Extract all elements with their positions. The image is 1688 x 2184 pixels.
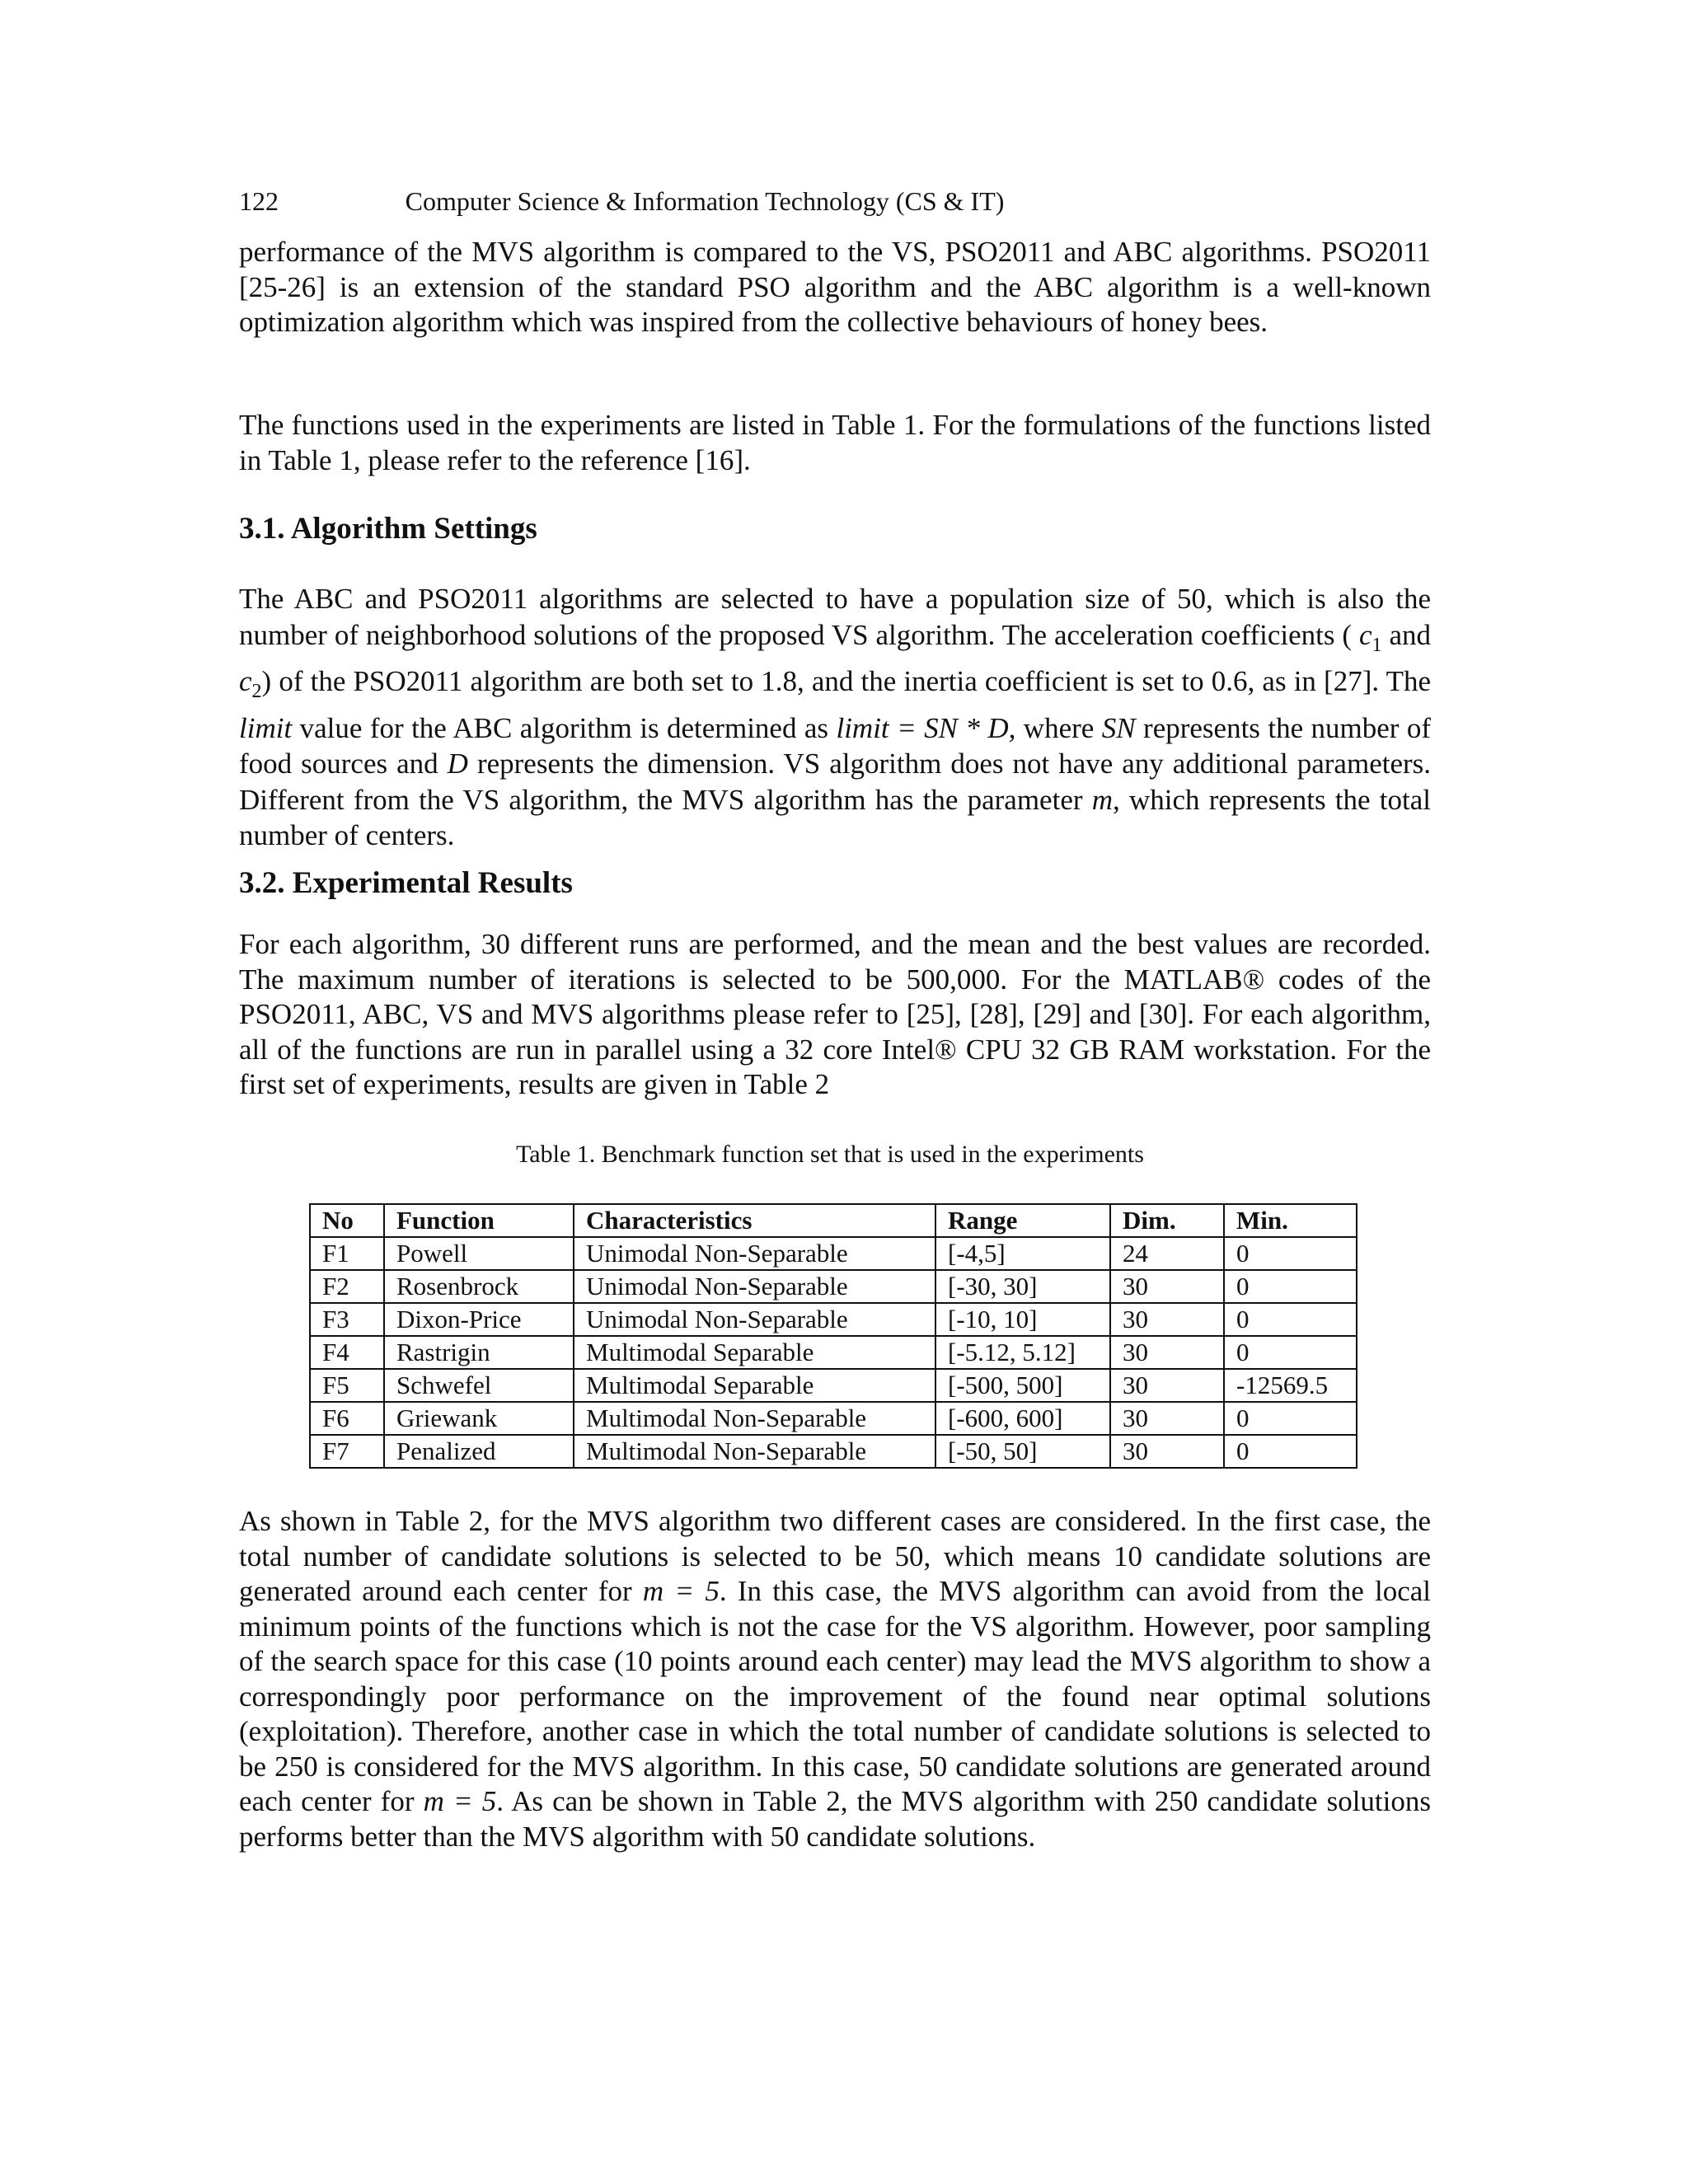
table-cell: Rastrigin — [384, 1336, 574, 1369]
settings-text-e: represents the number of food sources and — [239, 711, 1432, 780]
table-cell: Rosenbrock — [384, 1270, 574, 1303]
final-text-a: As shown in Table 2, for the MVS algorithm two different cases are considered. In the first case, the total number of candidate solutions is selected to be 50, which means 10 candidate solutions are generated around each center for — [239, 1505, 1431, 1607]
settings-text-b: ) of the PSO2011 algorithm are both set to 1.8, and the inertia coefficient is set to 0.6, as in [27]. The — [261, 665, 1431, 697]
equation-m-equals-5: m = 5 — [642, 1575, 720, 1607]
table-cell: Dixon-Price — [384, 1303, 574, 1336]
table-cell: [-30, 30] — [935, 1270, 1110, 1303]
table-cell: Unimodal Non-Separable — [574, 1237, 935, 1270]
intro-paragraph: performance of the MVS algorithm is compared to the VS, PSO2011 and ABC algorithms. PSO2011 [25-26] is an extension of the standard PSO algorithm and the ABC algorithm is a well-known optimization algorithm which was inspired from the collective behaviours of honey bees. — [239, 236, 1431, 338]
table-cell: 0 — [1224, 1237, 1357, 1270]
sn-symbol: SN — [1101, 711, 1136, 744]
settings-text-f: represents the dimension. VS algorithm does not have any additional parameters. Different from the VS algorithm, the MVS algorithm has the parameter — [239, 748, 1432, 816]
header-cell: Characteristics — [574, 1204, 935, 1237]
table-cell: Schwefel — [384, 1369, 574, 1402]
table-cell: Unimodal Non-Separable — [574, 1303, 935, 1336]
table-cell: Multimodal Non-Separable — [574, 1402, 935, 1435]
table-cell: Penalized — [384, 1435, 574, 1468]
equation-m-equals-5-second: m = 5 — [423, 1785, 497, 1817]
table-cell: F7 — [310, 1435, 384, 1468]
c2-symbol: $c_2$ — [239, 665, 262, 702]
table-cell: 30 — [1110, 1270, 1224, 1303]
settings-text-a: The ABC and PSO2011 algorithms are selected to have a population size of 50, which is also the number of neighborhood solutions of the proposed VS algorithm. The acceleration coefficients ( — [239, 583, 1431, 651]
header-cell: No — [310, 1204, 384, 1237]
table-cell: 0 — [1224, 1270, 1357, 1303]
table-cell: Unimodal Non-Separable — [574, 1270, 935, 1303]
experimental-results-paragraph: For each algorithm, 30 different runs are performed, and the mean and the best values are recorded. The maximum number of iterations is selected to be 500,000. For the MATLAB® codes of the PSO2011, ABC, VS and MVS algorithms please refer to [25], [28], [29] and [30]. For each algorithm, all of the functions are run in parallel using a 32 core Intel® CPU 32 GB RAM workstation. For the first set of experiments, results are given in Table 2 — [239, 928, 1431, 1100]
settings-text-g: , which represents the total number of centers. — [239, 783, 1431, 851]
settings-text-c: value for the ABC algorithm is determined as — [299, 711, 829, 744]
table-cell: 30 — [1110, 1336, 1224, 1369]
table-row — [310, 1336, 1357, 1369]
table-row — [310, 1270, 1357, 1303]
table-cell: F2 — [310, 1270, 384, 1303]
header-cell: Dim. — [1110, 1204, 1224, 1237]
table-cell: [-600, 600] — [935, 1402, 1110, 1435]
table-row — [310, 1369, 1357, 1402]
table-cell: 0 — [1224, 1435, 1357, 1468]
table-cell: [-10, 10] — [935, 1303, 1110, 1336]
table-cell: 24 — [1110, 1237, 1224, 1270]
final-text-c: . As can be shown in Table 2, the MVS algorithm with 250 candidate solutions performs better than the MVS algorithm with 50 candidate solutions. — [239, 1785, 1432, 1853]
table-row — [310, 1435, 1357, 1468]
table-cell: 30 — [1110, 1303, 1224, 1336]
table-cell: [-4,5] — [935, 1237, 1110, 1270]
limit-formula: limit = SN * D, — [836, 711, 1016, 744]
final-paragraph — [239, 1504, 1431, 1854]
table-row — [310, 1402, 1357, 1435]
table-header-row — [310, 1204, 1357, 1237]
header-cell: Function — [384, 1204, 574, 1237]
table-cell: 30 — [1110, 1402, 1224, 1435]
d-symbol: D — [447, 748, 468, 780]
table-cell: 0 — [1224, 1336, 1357, 1369]
settings-text-d: where — [1023, 711, 1095, 744]
table-caption: Table 1. Benchmark function set that is used in the experiments — [516, 1141, 1144, 1168]
section-heading-algorithm-settings: 3.1. Algorithm Settings — [239, 512, 537, 546]
table-row — [310, 1237, 1357, 1270]
table-cell: Multimodal Non-Separable — [574, 1435, 935, 1468]
table-row — [310, 1303, 1357, 1336]
table-cell: [-500, 500] — [935, 1369, 1110, 1402]
header-cell: Range — [935, 1204, 1110, 1237]
table-cell: Powell — [384, 1237, 574, 1270]
table-cell: 0 — [1224, 1402, 1357, 1435]
table-cell: F4 — [310, 1336, 384, 1369]
table-cell: Multimodal Separable — [574, 1336, 935, 1369]
table-cell: Griewank — [384, 1402, 574, 1435]
section-heading-experimental-results: 3.2. Experimental Results — [239, 866, 573, 900]
running-header: Computer Science & Information Technology (CS & IT) — [405, 186, 1005, 216]
table-cell: [-5.12, 5.12] — [935, 1336, 1110, 1369]
table-cell: -12569.5 — [1224, 1369, 1357, 1402]
final-text-b: . In this case, the MVS algorithm can avoid from the local minimum points of the functions which is not the case for the VS algorithm. However, poor sampling of the search space for this case (10 points around each center) may lead the MVS algorithm to show a correspondingly poor performance on the improvement of the found near optimal solutions (exploitation). Therefore, another case in which the total number of candidate solutions is selected to be 250 is considered for the MVS algorithm. In this case, 50 candidate solutions are generated around each center for — [239, 1575, 1432, 1817]
table-cell: F3 — [310, 1303, 384, 1336]
table-cell: F6 — [310, 1402, 384, 1435]
table-cell: Multimodal Separable — [574, 1369, 935, 1402]
settings-and: and — [1389, 618, 1432, 651]
m-symbol: m — [1091, 783, 1114, 816]
table-cell: F1 — [310, 1237, 384, 1270]
table-cell: 30 — [1110, 1435, 1224, 1468]
benchmark-table — [309, 1203, 1357, 1469]
functions-paragraph: The functions used in the experiments are listed in Table 1. For the formulations of the functions listed in Table 1, please refer to the reference [16]. — [239, 409, 1431, 476]
page-number: 122 — [239, 186, 279, 216]
algorithm-settings-paragraph — [239, 581, 1431, 854]
c1-symbol: $c_1$ — [1359, 618, 1382, 656]
table-cell: 30 — [1110, 1369, 1224, 1402]
table-cell: [-50, 50] — [935, 1435, 1110, 1468]
limit-term: limit — [239, 711, 293, 744]
table-cell: 0 — [1224, 1303, 1357, 1336]
table-cell: F5 — [310, 1369, 384, 1402]
header-cell: Min. — [1224, 1204, 1357, 1237]
